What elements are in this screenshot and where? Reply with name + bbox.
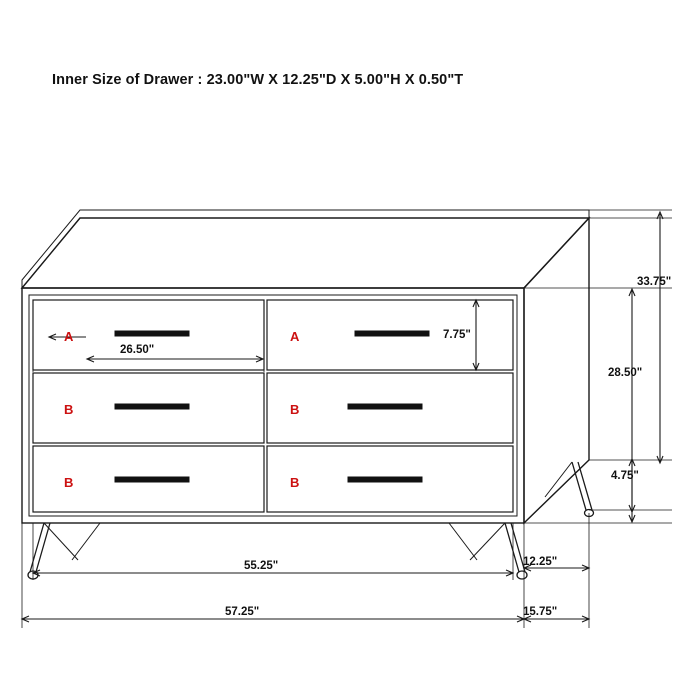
drawer-label-middle-right: B xyxy=(290,402,300,417)
drawer-label-top-right: A xyxy=(290,329,300,344)
dimension-drawer-width: 26.50" xyxy=(120,344,155,356)
dimension-case-height: 28.50" xyxy=(608,367,643,379)
dimension-leg-height: 4.75" xyxy=(611,470,639,482)
dimension-overall-depth: 15.75" xyxy=(523,606,558,618)
dimension-case-width: 55.25" xyxy=(244,560,279,572)
drawer-label-bottom-right: B xyxy=(290,475,300,490)
cabinet-top-panel xyxy=(22,210,589,288)
drawer-label-bottom-left: B xyxy=(64,475,74,490)
dimension-overall-height: 33.75" xyxy=(637,276,672,288)
drawer-handles xyxy=(115,331,429,482)
dimension-overall-width: 57.25" xyxy=(225,606,260,618)
dimension-arrows xyxy=(22,212,663,622)
dimension-depth-front: 12.25" xyxy=(523,556,558,568)
drawer-fronts xyxy=(33,300,513,512)
cabinet-front-face xyxy=(22,288,524,523)
cabinet-right-side xyxy=(524,218,589,523)
cabinet-legs xyxy=(28,462,594,579)
drawer-label-middle-left: B xyxy=(64,402,74,417)
drawer-label-top-left: A xyxy=(64,329,74,344)
dimension-drawer-front-height: 7.75" xyxy=(443,329,471,341)
extension-lines xyxy=(22,210,672,628)
page-title: Inner Size of Drawer : 23.00"W X 12.25"D X 5.00"H X 0.50"T xyxy=(52,72,464,88)
